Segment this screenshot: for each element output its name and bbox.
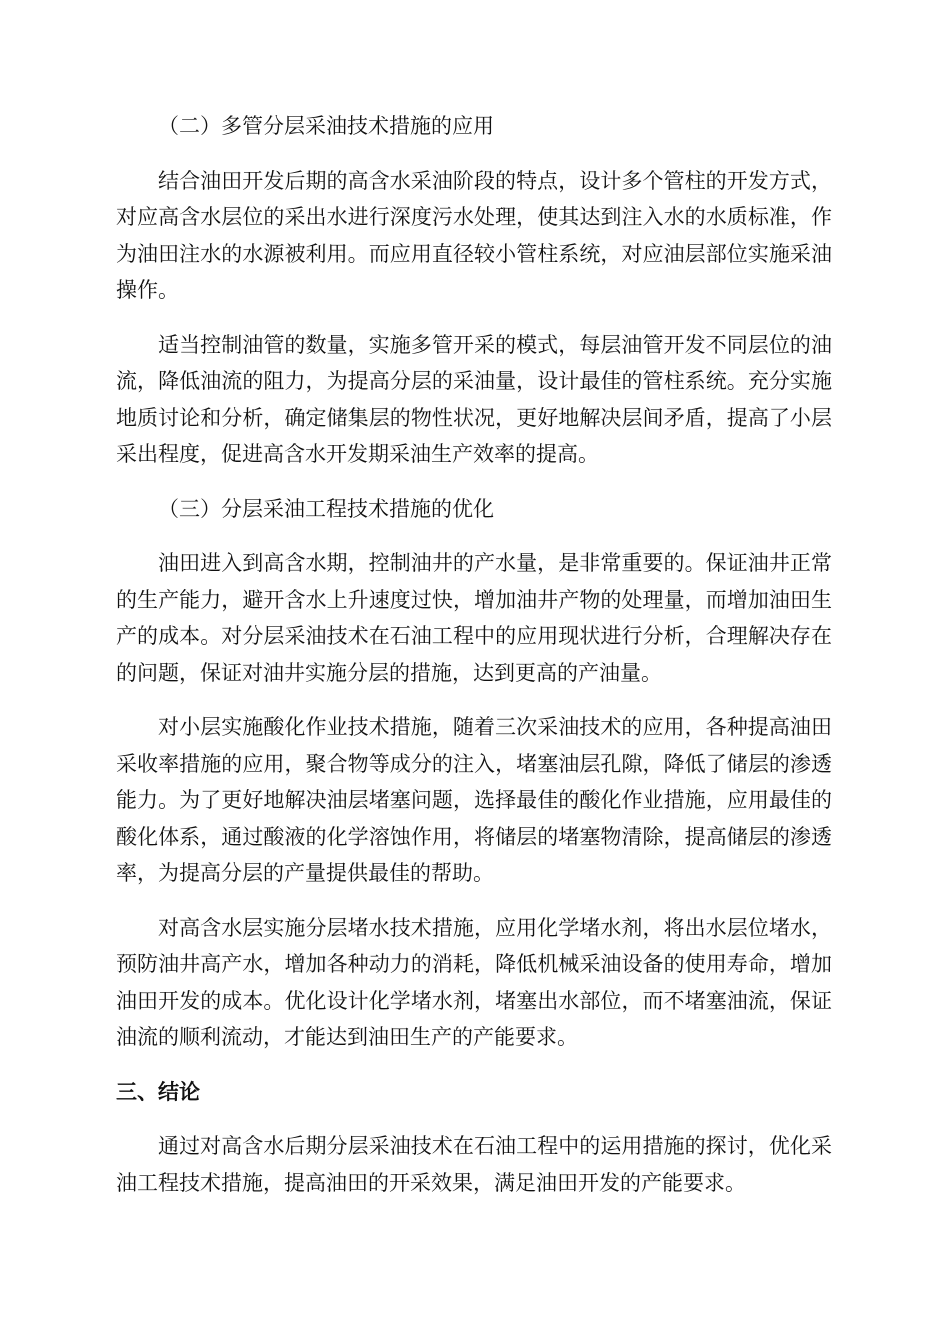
paragraph-4: 对小层实施酸化作业技术措施，随着三次采油技术的应用，各种提高油田采收率措施的应用，聚合物等成分的注入，堵塞油层孔隙，降低了储层的渗透能力。为了更好地解决油层堵塞问题，选择最佳的酸化作业措施，应用最佳的酸化体系，通过酸液的化学溶蚀作用，将储层的堵塞物清除，提高储层的渗透率，为提高分层的产量提供最佳的帮助。: [116, 715, 832, 885]
document-page: [116, 108, 832, 1201]
conclusion-heading: 三、结论: [116, 1079, 200, 1104]
paragraph-5: 对高含水层实施分层堵水技术措施，应用化学堵水剂，将出水层位堵水，预防油井高产水，增加各种动力的消耗，降低机械采油设备的使用寿命，增加油田开发的成本。优化设计化学堵水剂，堵塞出水部位，而不堵塞油流，保证油流的顺利流动，才能达到油田生产的产能要求。: [116, 915, 832, 1049]
paragraph-6: 通过对高含水后期分层采油技术在石油工程中的运用措施的探讨，优化采油工程技术措施，提高油田的开采效果，满足油田开发的产能要求。: [116, 1134, 832, 1195]
section-heading-2: （二）多管分层采油技术措施的应用: [158, 114, 494, 138]
paragraph-3: 油田进入到高含水期，控制油井的产水量，是非常重要的。保证油井正常的生产能力，避开含水上升速度过快，增加油井产物的处理量，而增加油田生产的成本。对分层采油技术在石油工程中的应用现状进行分析，合理解决存在的问题，保证对油井实施分层的措施，达到更高的产油量。: [116, 551, 832, 685]
section-heading-3: （三）分层采油工程技术措施的优化: [158, 496, 494, 521]
paragraph-2: 适当控制油管的数量，实施多管开采的模式，每层油管开发不同层位的油流，降低油流的阻力，为提高分层的采油量，设计最佳的管柱系统。充分实施地质讨论和分析，确定储集层的物性状况，更好地解决层间矛盾，提高了小层采出程度，促进高含水开发期采油生产效率的提高。: [116, 332, 832, 466]
paragraph-1: 结合油田开发后期的高含水采油阶段的特点，设计多个管柱的开发方式，对应高含水层位的采出水进行深度污水处理，使其达到注入水的水质标准，作为油田注水的水源被利用。而应用直径较小管柱系统，对应油层部位实施采油操作。: [116, 168, 832, 302]
